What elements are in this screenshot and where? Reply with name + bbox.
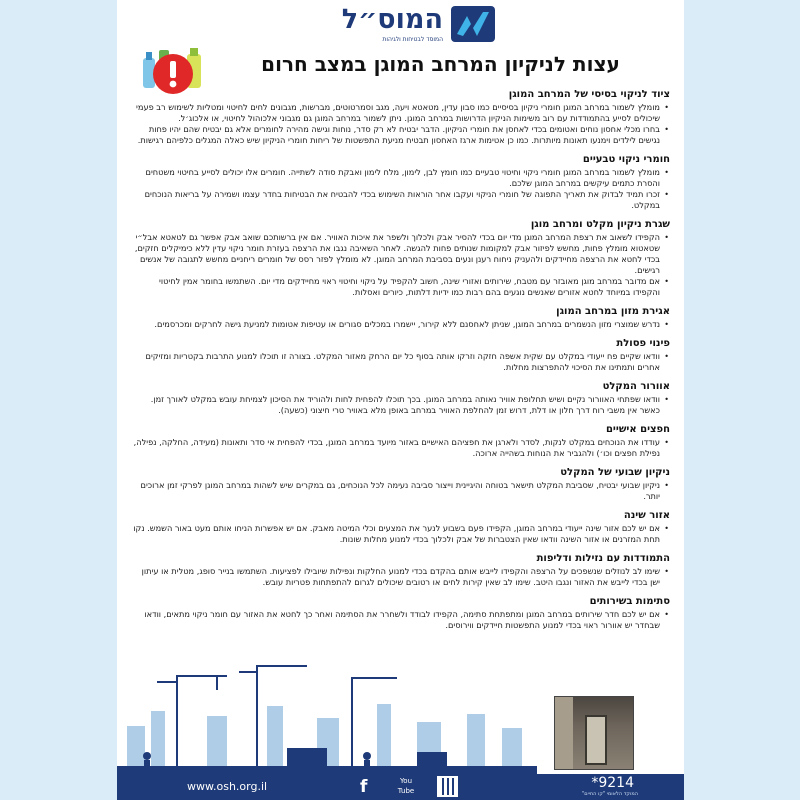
section-list bbox=[131, 566, 670, 588]
section-heading: אגירת מזון במרחב המוגן bbox=[556, 306, 670, 317]
section-heading: אוורור המקלט bbox=[602, 381, 670, 392]
list-item: • אם מדובר במרחב מוגן מאובזר עם מטבח, שירותים ואזורי שינה, חשוב להקפיד על ניקוי וחיטוי ראוי מחיידקים מדי יום. השתמשו בחומר אמין לחיטוי והקפידו במיוחד לחטא אזורים שאנשים נוגעים בהם רבות כמו ידיות דלתות, כיורים ואסלות. bbox=[131, 276, 660, 298]
website-link[interactable]: www.osh.org.il bbox=[187, 780, 268, 793]
logo-subtitle: המוסד לבטיחות ולגיהות bbox=[382, 36, 443, 43]
construction-skyline-illustration bbox=[117, 656, 537, 776]
list-item: • וודאו שקיים פח ייעודי במקלט עם שקית אשפה חזקה וזרקו אותה בסוף כל יום הרחק מאזור המקלט. בצורה זו תוכלו למנוע התרבות בקטריות ומזיקים אחרים ותמתינו את הסיכוי להתפרצות מחלות. bbox=[131, 351, 660, 373]
footer-bar bbox=[117, 774, 684, 800]
list-item: • וודאו שפתחי האוורור נקיים ושיש תחלופת אוויר נאותה במרחב המוגן. בכך תוכלו להפחית לחות ולהוריד את הסיכון לצמיחת עובש במקלט לאורך זמן. כאשר אין משבי רוח דרך חלון או דלת, דרוש זמן להחלפת האוויר במרחב באופן מלא באוויר טרי חיצוני (כשעה). bbox=[131, 394, 660, 416]
tips-content bbox=[131, 88, 670, 688]
list-item: • זכרו תמיד לבדוק את תאריך התפוגה של חומרי הניקוי ועקבו אחר הוראות השימוש בכדי להבטיח את הבטיחות בחדר עצמו ושמירה על בריאות הנוכחים במקלט. bbox=[131, 189, 660, 211]
youtube-icon[interactable]: You Tube bbox=[397, 777, 415, 795]
list-item: • מומלץ לשמור במרחב המוגן חומרי ניקיון בסיסיים כמו סבון עדין, מטאטא ויעה, מגב וסמרטוטים, מברשות, מגבונים לחים לחיטוי ומטליות לשימוש רב פעמי שיכולים לסייע בהתמודדות עם רוב משימות הניקיון הדרושות במרחב המוגן. ניתן לשמור במרחב המוגן גם מגבוני אלכוהול לחיטוי, או אלכוג׳ל. bbox=[131, 102, 660, 124]
section-heading: שגרת ניקיון מקלט ומרחב מוגן bbox=[530, 219, 670, 230]
section-heading: חומרי ניקוי טבעיים bbox=[582, 154, 670, 165]
list-item: • אם יש לכם חדר שירותים במרחב המוגן ומתפתחת סתימה, הקפידו לבודד ולשחרר את הסתימה ואחר כך לחטא את האזור עם חומר ניקוי מתאים, וודאו שבחדר יש אוורור ראוי בכדי למנוע התפשטות חיידקים ווירוסים. bbox=[131, 609, 660, 631]
logo bbox=[297, 4, 497, 48]
list-item: • אם יש לכם אזור שינה ייעודי במרחב המוגן, הקפידו פעם בשבוע לנער את המצעים וכלי המיטה מאבק. אם יש אפשרות הניחו אותם מעט באור השמש. נקו תחת המזרנים או אזור השינה וודאו שאין הצטברות של אבק ולכלוך בכדי למנוע מחלות שונות. bbox=[131, 523, 660, 545]
list-item: • ניקיון שבועי יבטיח, שסביבת המקלט תישאר בטוחה והיגיינית וייצור סביבה נעימה לכל הנוכחים, גם במקרים שיש לשהות במרחב המוגן לפרקי זמן ארוכים יותר. bbox=[131, 480, 660, 502]
section-spills-leaks bbox=[131, 552, 670, 588]
section-toilet-blockages bbox=[131, 595, 670, 631]
section-list bbox=[131, 319, 670, 330]
section-sleeping-area bbox=[131, 509, 670, 545]
shelter-photo bbox=[554, 696, 634, 770]
section-ventilation bbox=[131, 380, 670, 416]
section-list bbox=[131, 351, 670, 373]
section-heading: חפצים אישיים bbox=[605, 424, 670, 435]
section-list bbox=[131, 167, 670, 211]
section-list bbox=[131, 394, 670, 416]
section-waste-disposal bbox=[131, 337, 670, 373]
section-list bbox=[131, 609, 670, 631]
qr-code-icon bbox=[437, 776, 458, 797]
hotline-label: המוקד הלאומי "קו החיים" bbox=[582, 791, 638, 797]
list-item: • מומלץ לשמור במרחב המוגן חומרי ניקוי וחיטוי טבעיים כמו חומץ לבן, לימון, מלח לימון ואבקת סודה לשתייה. חומרים אלו יכולים לסייע בחיטוי משטחים והסרת כתמים עיקשים במרחב המוגן שלכם. bbox=[131, 167, 660, 189]
section-heading: סתימות בשירותים bbox=[589, 596, 670, 607]
list-item: • נדרש שמוצרי מזון הנשמרים במרחב המוגן, שניתן לאחסנם ללא קירור, יישמרו במכלים סגורים או עטיפות אטומות למניעת גישה לחרקים ומכרסמים. bbox=[131, 319, 660, 330]
list-item: • הקפידו לשאוב את רצפת המרחב המוגן מדי יום בכדי להסיר אבק ולכלוך ולשפר את איכות האוויר. אם אין ברשותכם שואב אבק אפשר גם לטאטא אבל״י שטאטוא מומלץ פחות, מחשש לפיזור אבק למקומות שנותים פחות להגשה. לאחר השאיבה נגבו את הרצפה בעזרת חומר ניקוי עדין ללא כימיקלים חזקים, בכדי לחטא את הרצפה מחיידקים ולהעניק ניחוח רענן ונעים בסביבת המרחב המוגן. לא מומלץ לפזר רסס של חומרים ריחניים מחשש לתגובה של אנשים רגישים. bbox=[131, 232, 660, 276]
section-personal-items bbox=[131, 423, 670, 459]
section-heading: אזור שינה bbox=[623, 510, 670, 521]
hotline-number: *9214 bbox=[591, 775, 634, 791]
section-list bbox=[131, 480, 670, 502]
section-list bbox=[131, 232, 670, 298]
section-food-storage bbox=[131, 305, 670, 330]
section-cleaning-routine bbox=[131, 218, 670, 298]
logo-icon bbox=[449, 4, 497, 44]
section-heading: פינוי פסולת bbox=[616, 338, 670, 349]
list-item: • בחרו מכלי אחסון נוחים ואטומים בכדי לאחסן את חומרי הניקיון. הדבר יבטיח לא רק סדר, נוחות וגישה מהירה לחומרים אלא גם יבטיח שהם יהיו פחות נגישים לילדים וימנעו תאונות מיותרות. כמו כן אטימות ארגז האחסון תבטיח מניעת התפשטות של ריחות חומרי הניקיון שיש כאלה המגלים כלפיהם רגישות. bbox=[131, 124, 660, 146]
list-item: • שימו לב לנוזלים שנשפכים על הרצפה והקפידו לייבש אותם בהקדם בכדי למנוע החלקות ונפילות שיובילו לפציעות. השתמשו בנייר סופג, מטלית או עיתון ישן בכדי לייבש את האזור ונגבו היטב. שימו לב שאין קירות לחים או רטובים שיכולים לגרום להתפתחות פטריות עובש. bbox=[131, 566, 660, 588]
logo-name: המוס״ל bbox=[341, 4, 443, 35]
section-heading: התמודדות עם נזילות ודליפות bbox=[536, 553, 670, 564]
facebook-icon[interactable]: f bbox=[360, 777, 368, 797]
section-natural-cleaners bbox=[131, 153, 670, 211]
section-heading: ציוד לניקוי בסיסי של המרחב המוגן bbox=[508, 89, 670, 100]
poster-sheet bbox=[117, 0, 684, 800]
section-list bbox=[131, 102, 670, 146]
section-list bbox=[131, 523, 670, 545]
list-item: • עודדו את הנוכחים במקלט לנקות, לסדר ולארגן את חפציהם האישיים באזור מיועד במרחב המוגן, בכדי להפחית אי סדר ותאונות (מעידה, החלקה, נפילה, נפילת חפצים וכו׳) ולהגביר את הנוחות בשהייה ארוכה. bbox=[131, 437, 660, 459]
section-weekly-cleaning bbox=[131, 466, 670, 502]
page-title: עצות לניקיון המרחב המוגן במצב חרום bbox=[261, 52, 620, 76]
section-heading: ניקיון שבועי של המקלט bbox=[560, 467, 670, 478]
section-list bbox=[131, 437, 670, 459]
section-basic-equipment bbox=[131, 88, 670, 146]
